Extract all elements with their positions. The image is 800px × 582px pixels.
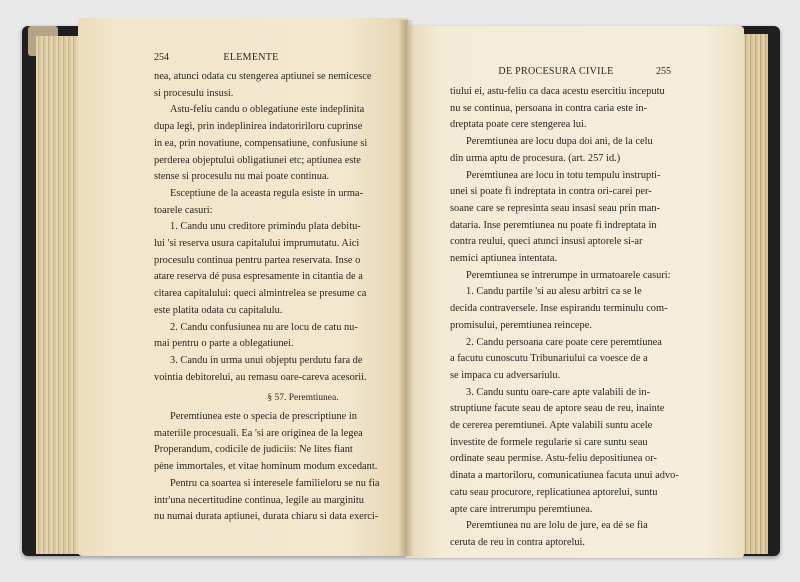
text-line: 3. Candu suntu oare-care apte valabili de in- xyxy=(466,386,651,398)
text-line: lui 'si reserva usura capitalului imprumutatu. Aici xyxy=(154,238,360,250)
text-line: Pentru ca soartea si interesele familieloru se nu fia xyxy=(170,477,380,489)
text-line: nemici aptiunea intentata. xyxy=(450,253,558,265)
text-line: nea, atunci odata cu stengerea aptiunei se nemicesce xyxy=(154,71,372,82)
section-heading: § 57. Peremtiunea. xyxy=(267,393,339,404)
text-line: nu numai durata aptiunei, durata chiaru si data exerci- xyxy=(154,511,379,523)
text-line: Peremtiunea are locu in totu tempulu instrupti- xyxy=(466,169,661,181)
text-line: atare reserva dé pusa espresamente in citantia de a xyxy=(154,271,363,283)
text-line: Peremtiunea este o specia de prescriptiune in xyxy=(170,411,357,423)
text-line: in ea, prin novatiune, compensatiune, confusiune si xyxy=(154,137,368,149)
text-line: vointia debitorelui, au remasu oare-careva acesorii. xyxy=(154,371,367,383)
text-line: si procesulu insusi. xyxy=(154,87,234,99)
text-line: dataria. Inse peremtiunea nu poate fi indreptata in xyxy=(450,219,657,231)
text-line: perderea objeptului obligatiunei etc; aptiunea este xyxy=(154,154,361,166)
text-line: dinata a martoriloru, comunicatiunea facuta unui advo- xyxy=(450,470,679,482)
text-line: din urma aptu de procesura. (art. 257 id.) xyxy=(450,152,621,164)
left-page xyxy=(78,18,408,556)
text-line: stense si procesulu nu mai poate continua. xyxy=(154,171,330,183)
text-line: Esceptiune de la aceasta regula esiste in urma- xyxy=(170,187,364,199)
text-line: pène immortales, et vitae hominum modum excedant. xyxy=(154,461,378,473)
text-line: contra reului, queci atunci insusi aptorele si-ar xyxy=(450,236,643,248)
text-line: materiile procesuali. Ea 'si are originea de la legea xyxy=(154,427,363,439)
text-line: 2. Candu confusiunea nu are locu de catu nu- xyxy=(170,321,358,333)
book-gutter xyxy=(398,20,414,556)
text-line: catu seau procurore, replicatiunea aptorelui, suntu xyxy=(450,486,658,498)
text-line: procesulu continua pentru partea reservata. Inse o xyxy=(154,254,361,266)
text-line: investite de formele regularie si care suntu seau xyxy=(450,436,648,448)
text-line: decida contraversele. Inse espirandu terminulu com- xyxy=(450,303,668,315)
text-line: struptiune facute seau de aptore seau de reu, inainte xyxy=(450,403,665,415)
text-line: de cererea peremtiunei. Apte valabili suntu acele xyxy=(450,420,653,432)
text-line: tiului ei, astu-feliu ca daca acestu esercitiu inceputu xyxy=(450,86,665,97)
left-page-number: 254 xyxy=(154,52,169,63)
right-page-number: 255 xyxy=(656,66,671,77)
text-line: citarea capitalului: queci almintrelea se presume ca xyxy=(154,288,367,300)
text-line: 1. Candu unu creditore primindu plata debitu- xyxy=(170,221,361,233)
right-page-text xyxy=(450,84,730,552)
text-line: dreptata poate cere stengerea lui. xyxy=(450,119,587,131)
text-line: a facutu cunoscutu Tribunariului ca voesce de a xyxy=(450,353,648,365)
text-line: promisului, peremtiunea reincepe. xyxy=(450,319,592,331)
right-page xyxy=(406,26,744,558)
text-line: Properandum, codicile de judiciis: Ne lites fiant xyxy=(154,444,353,456)
text-line: toarele casuri: xyxy=(154,204,213,216)
text-line: ordinate seau permise. Astu-feliu depositiunea or- xyxy=(450,453,657,465)
right-running-header: DE PROCESURA CIVILE xyxy=(498,66,614,77)
text-line: Peremtiunea se intrerumpe in urmatoarele casuri: xyxy=(466,269,671,281)
text-line: mai pentru o parte a oblegatiunei. xyxy=(154,338,294,350)
text-line: nu se continua, persoana in contra caria este in- xyxy=(450,102,648,114)
text-line: intr'una necertitudine continua, legile au marginitu xyxy=(154,494,365,506)
text-line: este platita odata cu capitalulu. xyxy=(154,304,283,316)
text-line: apte care intrerumpu peremtiunea. xyxy=(450,503,593,515)
text-line: ceruta de reu in contra aptorelui. xyxy=(450,536,586,548)
text-line: 1. Candu partile 'si au alesu arbitri ca se le xyxy=(466,286,642,298)
text-line: Astu-feliu candu o oblegatiune este indeplinita xyxy=(170,104,365,116)
text-line: se impaca cu adversariulu. xyxy=(450,369,561,381)
text-line: 3. Candu in urma unui objeptu perdutu fara de xyxy=(170,354,363,366)
text-line: unei si poate fi indreptata in contra ori-carei per- xyxy=(450,186,652,198)
text-line: 2. Candu persoana care poate cere peremtiunea xyxy=(466,336,662,348)
text-line: soane care se represinta seau insasi seau prin man- xyxy=(450,202,661,214)
text-line: dupa legi, prin indeplinirea indatoririloru cuprinse xyxy=(154,121,363,133)
left-running-header: ELEMENTE xyxy=(223,52,279,63)
text-line: Peremtiunea nu are lolu de jure, ea dé se fia xyxy=(466,520,648,532)
text-line: Peremtiunea are locu dupa doi ani, de la celu xyxy=(466,136,653,148)
